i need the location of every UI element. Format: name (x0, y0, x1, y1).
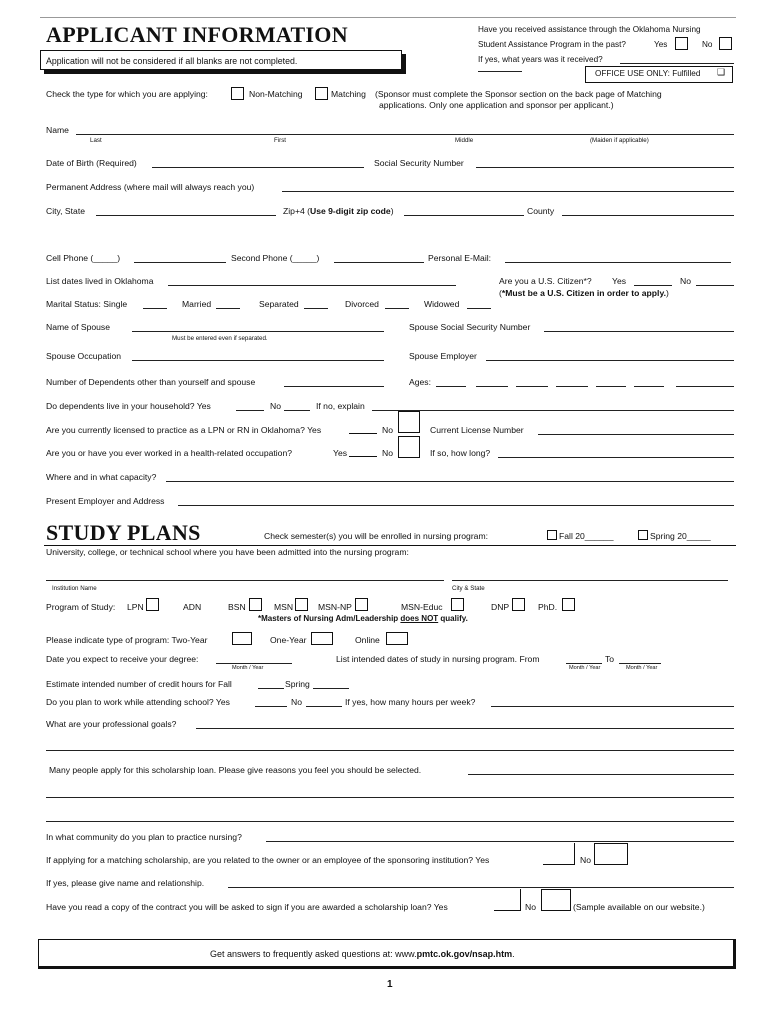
assist-no-checkbox[interactable] (719, 37, 732, 50)
online-label: Online (355, 635, 380, 645)
spouse-occupation-label: Spouse Occupation (46, 351, 122, 361)
from-field[interactable] (566, 663, 602, 664)
worked-label: Are you or have you ever worked in a health-related occupation? (46, 448, 293, 458)
city-state-label: City, State (46, 206, 86, 216)
page-title: APPLICANT INFORMATION (46, 22, 348, 47)
work-label: Do you plan to work while attending school? Yes (46, 697, 230, 707)
type-label: Check the type for which you are applying: (46, 89, 208, 99)
separated-field[interactable] (304, 308, 328, 309)
licensed-label: Are you currently licensed to practice as a LPN or RN in Oklahoma? Yes (46, 425, 322, 435)
marital-status-label: Marital Status: Single (46, 299, 128, 309)
oklahoma-dates-label: List dates lived in Oklahoma (46, 276, 154, 286)
sample-note: (Sample available on our website.) (573, 902, 705, 912)
cell-phone-field[interactable] (134, 262, 226, 263)
one-year-label: One-Year (270, 635, 307, 645)
msn-label: MSN (274, 602, 294, 612)
two-year-checkbox[interactable] (232, 632, 252, 645)
contract-no-box[interactable] (541, 889, 571, 911)
zip-label-post: ) (390, 206, 394, 216)
license-number-field[interactable] (538, 434, 734, 435)
explain-field[interactable] (372, 410, 734, 411)
citizen-note-pre: ( (499, 288, 502, 298)
dob-label: Date of Birth (Required) (46, 158, 137, 168)
license-number-label: Current License Number (430, 425, 524, 435)
relationship-field[interactable] (228, 887, 734, 888)
zip-field[interactable] (404, 215, 524, 216)
citizen-no-label: No (680, 276, 691, 286)
notice-text: Application will not be considered if all blanks are not completed. (46, 56, 298, 66)
msn-np-checkbox[interactable] (355, 598, 368, 611)
spouse-employer-label: Spouse Employer (409, 351, 477, 361)
adn-label: ADN (183, 602, 202, 612)
fall-checkbox[interactable] (547, 530, 557, 540)
zip-label (283, 207, 394, 216)
dependents-yes-field[interactable] (236, 410, 264, 411)
citizen-note-post: ) (665, 288, 669, 298)
worked-yes-box[interactable] (349, 456, 377, 457)
spring-hours-label: Spring (285, 679, 310, 689)
program-label: Program of Study: (46, 602, 116, 612)
address-field[interactable] (282, 191, 734, 192)
spring-checkbox[interactable] (638, 530, 648, 540)
citizen-no-field[interactable] (696, 285, 734, 286)
work-no-label: No (291, 697, 302, 707)
to-field[interactable] (619, 663, 661, 664)
one-year-checkbox[interactable] (311, 632, 333, 645)
matching-label: Matching (331, 89, 366, 99)
community-field[interactable] (266, 841, 734, 842)
city-state-field[interactable] (96, 215, 276, 216)
spouse-ssn-field[interactable] (544, 331, 734, 332)
explain-label: If no, explain (316, 401, 365, 411)
name-maiden-caption: (Maiden if applicable) (590, 137, 649, 144)
address-label: Permanent Address (where mail will always reach you) (46, 182, 255, 192)
spouse-ssn-label: Spouse Social Security Number (409, 322, 531, 332)
divorced-field[interactable] (385, 308, 409, 309)
phd-checkbox[interactable] (562, 598, 575, 611)
assist-no-label: No (702, 40, 713, 49)
reasons-field-3[interactable] (46, 821, 734, 822)
worked-yes-label: Yes (333, 448, 348, 458)
email-label: Personal E-Mail: (428, 253, 492, 263)
faq-text (210, 950, 515, 959)
msn-educ-label: MSN-Educ (401, 602, 443, 612)
semester-label: Check semester(s) you will be enrolled in nursing program: (264, 531, 489, 541)
citizen-note-bold: *Must be a U.S. Citizen in order to apply. (501, 288, 666, 298)
dependents-no-field[interactable] (284, 410, 310, 411)
matching-checkbox[interactable] (315, 87, 328, 100)
age-field-6[interactable] (634, 386, 664, 387)
age-field-4[interactable] (556, 386, 588, 387)
to-label: To (605, 654, 615, 664)
licensed-yes-box[interactable] (349, 433, 377, 434)
bsn-checkbox[interactable] (249, 598, 262, 611)
online-checkbox[interactable] (386, 632, 408, 645)
study-rule (44, 545, 736, 546)
worked-no-label: No (382, 448, 393, 458)
non-matching-label: Non-Matching (249, 89, 303, 99)
spouse-name-field[interactable] (132, 331, 384, 332)
widowed-label: Widowed (424, 299, 460, 309)
reasons-label: Many people apply for this scholarship loan. Please give reasons you feel you should be selected. (49, 765, 422, 775)
reasons-field-2[interactable] (46, 797, 734, 798)
related-yes-box[interactable] (543, 843, 575, 865)
age-field-5[interactable] (596, 386, 626, 387)
citizen-note (499, 289, 669, 298)
degree-month-year-caption: Month / Year (232, 665, 264, 671)
intended-dates-label: List intended dates of study in nursing program. From (336, 654, 540, 664)
phd-label: PhD. (538, 602, 558, 612)
related-no-box[interactable] (594, 843, 628, 865)
age-field-3[interactable] (516, 386, 548, 387)
institution-caption: Institution Name (52, 585, 97, 592)
dnp-checkbox[interactable] (512, 598, 525, 611)
institution-city-field[interactable] (452, 580, 728, 581)
goals-field-1[interactable] (196, 728, 734, 729)
present-employer-label: Present Employer and Address (46, 496, 165, 506)
degree-date-label: Date you expect to receive your degree: (46, 654, 199, 664)
page-number: 1 (387, 979, 393, 990)
study-plans-title: STUDY PLANS (46, 520, 201, 545)
matching-note-2: applications. Only one application and sponsor per applicant.) (379, 100, 614, 110)
zip-label-pre: Zip+4 ( (283, 206, 310, 216)
msn-educ-checkbox[interactable] (451, 598, 464, 611)
goals-label: What are your professional goals? (46, 719, 177, 729)
hours-per-week-label: If yes, how many hours per week? (345, 697, 476, 707)
how-long-label: If so, how long? (430, 448, 491, 458)
name-field[interactable] (76, 134, 734, 135)
masters-note-b: does NOT (400, 614, 439, 623)
spring-hours-field[interactable] (313, 688, 349, 689)
work-no-field[interactable] (306, 706, 342, 707)
ssn-label: Social Security Number (374, 158, 464, 168)
name-first-caption: First (274, 137, 287, 144)
single-field[interactable] (143, 308, 167, 309)
second-phone-label: Second Phone (_____) (231, 253, 320, 263)
credit-hours-label: Estimate intended number of credit hours for Fall (46, 679, 232, 689)
contract-no-label: No (525, 902, 536, 912)
fall-label: Fall 20______ (559, 531, 614, 541)
program-type-label: Please indicate type of program: Two-Year (46, 635, 208, 645)
contract-label: Have you read a copy of the contract you will be asked to sign if you are awarded a scholarship loan? Yes (46, 902, 448, 912)
spouse-name-note: Must be entered even if separated. (172, 335, 268, 342)
msn-checkbox[interactable] (295, 598, 308, 611)
widowed-field[interactable] (467, 308, 491, 309)
msn-np-label: MSN-NP (318, 602, 352, 612)
to-month-year-caption: Month / Year (626, 665, 658, 671)
assist-question-3: If yes, what years was it received? (478, 55, 603, 64)
married-label: Married (182, 299, 212, 309)
county-field[interactable] (562, 215, 734, 216)
assist-question-1: Have you received assistance through the Oklahoma Nursing (478, 25, 701, 34)
dnp-label: DNP (491, 602, 510, 612)
masters-note-a: *Masters of Nursing Adm/Leadership (258, 614, 401, 623)
masters-note (258, 615, 468, 623)
dependents-household-label: Do dependents live in your household? Yes (46, 401, 211, 411)
spouse-occupation-field[interactable] (132, 360, 384, 361)
how-long-field[interactable] (498, 457, 734, 458)
name-middle-caption: Middle (455, 137, 474, 144)
age-field-1[interactable] (436, 386, 466, 387)
worked-no-box[interactable] (398, 436, 420, 458)
name-label: Name (46, 125, 69, 135)
ssn-field[interactable] (476, 167, 734, 168)
degree-date-field[interactable] (216, 663, 292, 664)
age-field-2[interactable] (476, 386, 508, 387)
age-field-7[interactable] (676, 386, 734, 387)
licensed-no-box[interactable] (398, 411, 420, 433)
spring-label: Spring 20_____ (650, 531, 711, 541)
present-employer-field[interactable] (178, 505, 734, 506)
spouse-name-label: Name of Spouse (46, 322, 111, 332)
office-use-text: OFFICE USE ONLY: Fulfilled (595, 69, 701, 78)
assist-years-field[interactable] (478, 71, 522, 72)
relationship-label: If yes, please give name and relationship. (46, 878, 205, 888)
email-field[interactable] (505, 262, 731, 263)
ages-label: Ages: (409, 377, 431, 387)
masters-note-c: qualify. (438, 614, 468, 623)
dependents-label: Number of Dependents other than yourself and spouse (46, 377, 256, 387)
separated-label: Separated (259, 299, 299, 309)
assist-question-2: Student Assistance Program in the past? (478, 40, 626, 49)
non-matching-checkbox[interactable] (231, 87, 244, 100)
related-no-label: No (580, 855, 591, 865)
contract-yes-box[interactable] (494, 889, 521, 911)
faq-link[interactable]: pmtc.ok.gov/nsap.htm (416, 949, 513, 959)
work-yes-field[interactable] (255, 706, 287, 707)
cell-phone-label: Cell Phone (_____) (46, 253, 121, 263)
licensed-no-label: No (382, 425, 393, 435)
goals-field-2[interactable] (46, 750, 734, 751)
assist-years-field-2[interactable] (620, 63, 734, 64)
assist-yes-label: Yes (654, 40, 668, 49)
citizen-label: Are you a U.S. Citizen*? (499, 276, 592, 286)
faq-text-pre: Get answers to frequently asked questions at: www. (210, 949, 417, 959)
married-field[interactable] (216, 308, 240, 309)
lpn-label: LPN (127, 602, 144, 612)
university-label: University, college, or technical school where you have been admitted into the nursing program: (46, 547, 409, 557)
second-phone-field[interactable] (334, 262, 424, 263)
spouse-employer-field[interactable] (486, 360, 734, 361)
dependents-field[interactable] (284, 386, 384, 387)
top-rule (40, 17, 736, 18)
county-label: County (527, 206, 555, 216)
lpn-checkbox[interactable] (146, 598, 159, 611)
from-month-year-caption: Month / Year (569, 665, 601, 671)
dob-field[interactable] (152, 167, 364, 168)
assist-yes-checkbox[interactable] (675, 37, 688, 50)
oklahoma-dates-field[interactable] (168, 285, 456, 286)
where-capacity-field[interactable] (166, 481, 734, 482)
fall-hours-field[interactable] (258, 688, 284, 689)
zip-label-bold: Use 9-digit zip code (310, 206, 391, 216)
citizen-yes-field[interactable] (634, 285, 672, 286)
hours-per-week-field[interactable] (491, 706, 734, 707)
community-label: In what community do you plan to practice nursing? (46, 832, 242, 842)
faq-text-post: . (512, 949, 515, 959)
city-state-caption: City & State (452, 585, 485, 592)
divorced-label: Divorced (345, 299, 379, 309)
dependents-no-label: No (270, 401, 281, 411)
where-capacity-label: Where and in what capacity? (46, 472, 157, 482)
citizen-yes-label: Yes (612, 276, 627, 286)
related-label: If applying for a matching scholarship, are you related to the owner or an employee of the sponsoring institution? Yes (46, 855, 490, 865)
name-last-caption: Last (90, 137, 102, 144)
institution-field[interactable] (46, 580, 444, 581)
reasons-field-1[interactable] (468, 774, 734, 775)
office-use-checkbox-glyph: ❑ (717, 67, 726, 77)
matching-note-1: (Sponsor must complete the Sponsor section on the back page of Matching (375, 89, 662, 99)
bsn-label: BSN (228, 602, 246, 612)
